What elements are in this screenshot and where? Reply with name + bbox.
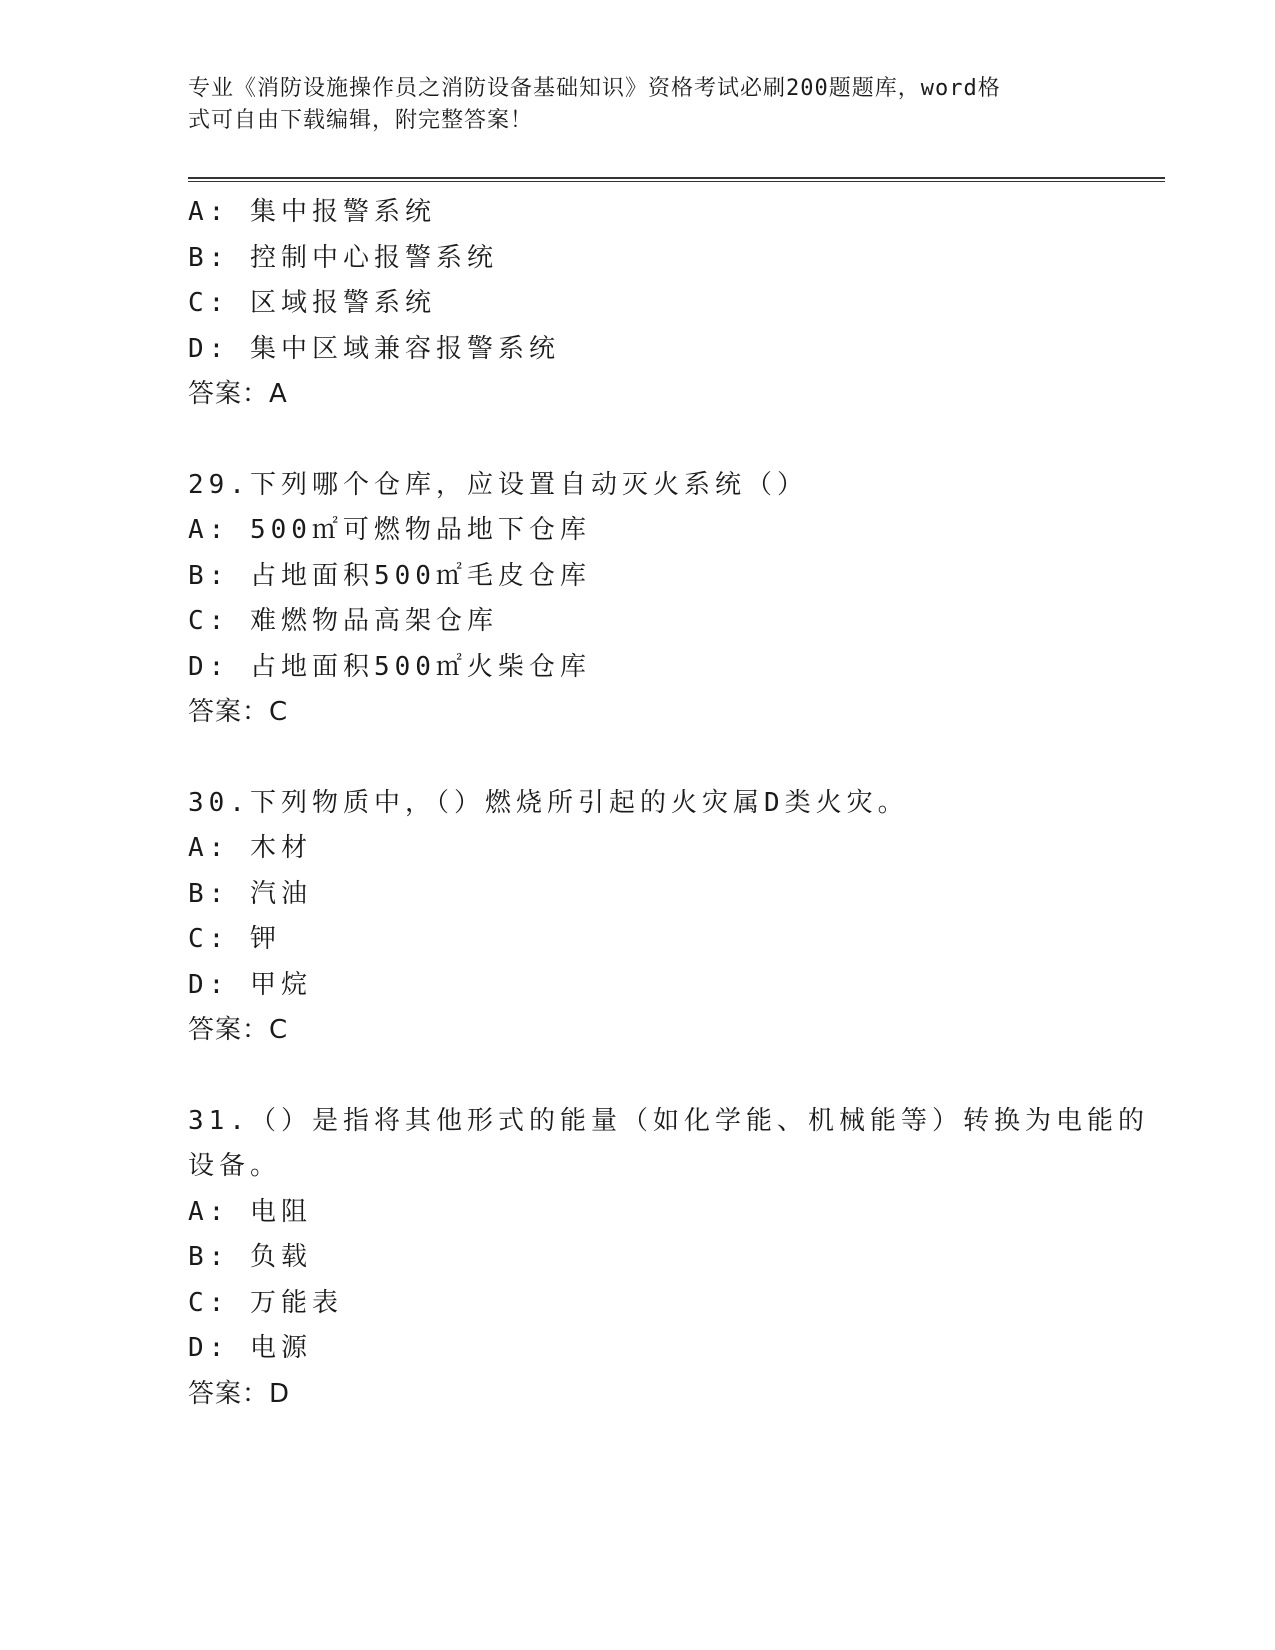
question-28 bbox=[188, 190, 1168, 418]
option-c: C: 钾 bbox=[188, 924, 281, 954]
document-header bbox=[188, 73, 1088, 137]
answer: 答案：C bbox=[188, 1015, 289, 1045]
question-29 bbox=[188, 463, 1168, 736]
option-b: B: 占地面积500㎡毛皮仓库 bbox=[188, 560, 591, 591]
spacer bbox=[188, 418, 1168, 463]
spacer bbox=[188, 1054, 1168, 1099]
option-c: C: 万能表 bbox=[188, 1287, 343, 1318]
question-stem-line-1: 31.（）是指将其他形式的能量（如化学能、机械能等）转换为电能的 bbox=[188, 1105, 1149, 1136]
option-d: D: 占地面积500㎡火柴仓库 bbox=[188, 651, 591, 682]
option-d: D: 甲烷 bbox=[188, 969, 312, 1000]
option-d: D: 电源 bbox=[188, 1333, 312, 1363]
header-line-2: 式可自由下载编辑，附完整答案！ bbox=[188, 108, 534, 133]
option-a: A: 木材 bbox=[188, 833, 312, 863]
question-31 bbox=[188, 1099, 1168, 1418]
answer: 答案：C bbox=[188, 697, 289, 727]
option-a: A: 集中报警系统 bbox=[188, 197, 436, 227]
option-b: B: 负载 bbox=[188, 1242, 312, 1272]
question-stem: 29.下列哪个仓库，应设置自动灭火系统（） bbox=[188, 469, 808, 500]
answer: 答案：D bbox=[188, 1378, 291, 1409]
header-divider bbox=[188, 177, 1165, 182]
question-30 bbox=[188, 781, 1168, 1054]
option-a: A: 500㎡可燃物品地下仓库 bbox=[188, 515, 591, 545]
option-c: C: 区域报警系统 bbox=[188, 288, 436, 318]
option-c: C: 难燃物品高架仓库 bbox=[188, 606, 498, 636]
option-b: B: 控制中心报警系统 bbox=[188, 242, 498, 273]
option-b: B: 汽油 bbox=[188, 878, 312, 909]
answer: 答案：A bbox=[188, 379, 288, 409]
question-stem: 30.下列物质中，（）燃烧所引起的火灾属D类火灾。 bbox=[188, 787, 909, 818]
question-list bbox=[188, 190, 1168, 1417]
option-d: D: 集中区域兼容报警系统 bbox=[188, 333, 560, 364]
header-line-1: 专业《消防设施操作员之消防设备基础知识》资格考试必刷200题题库，word格 bbox=[188, 76, 1001, 101]
option-a: A: 电阻 bbox=[188, 1196, 312, 1227]
spacer bbox=[188, 736, 1168, 781]
question-stem-line-2: 设备。 bbox=[188, 1151, 282, 1181]
